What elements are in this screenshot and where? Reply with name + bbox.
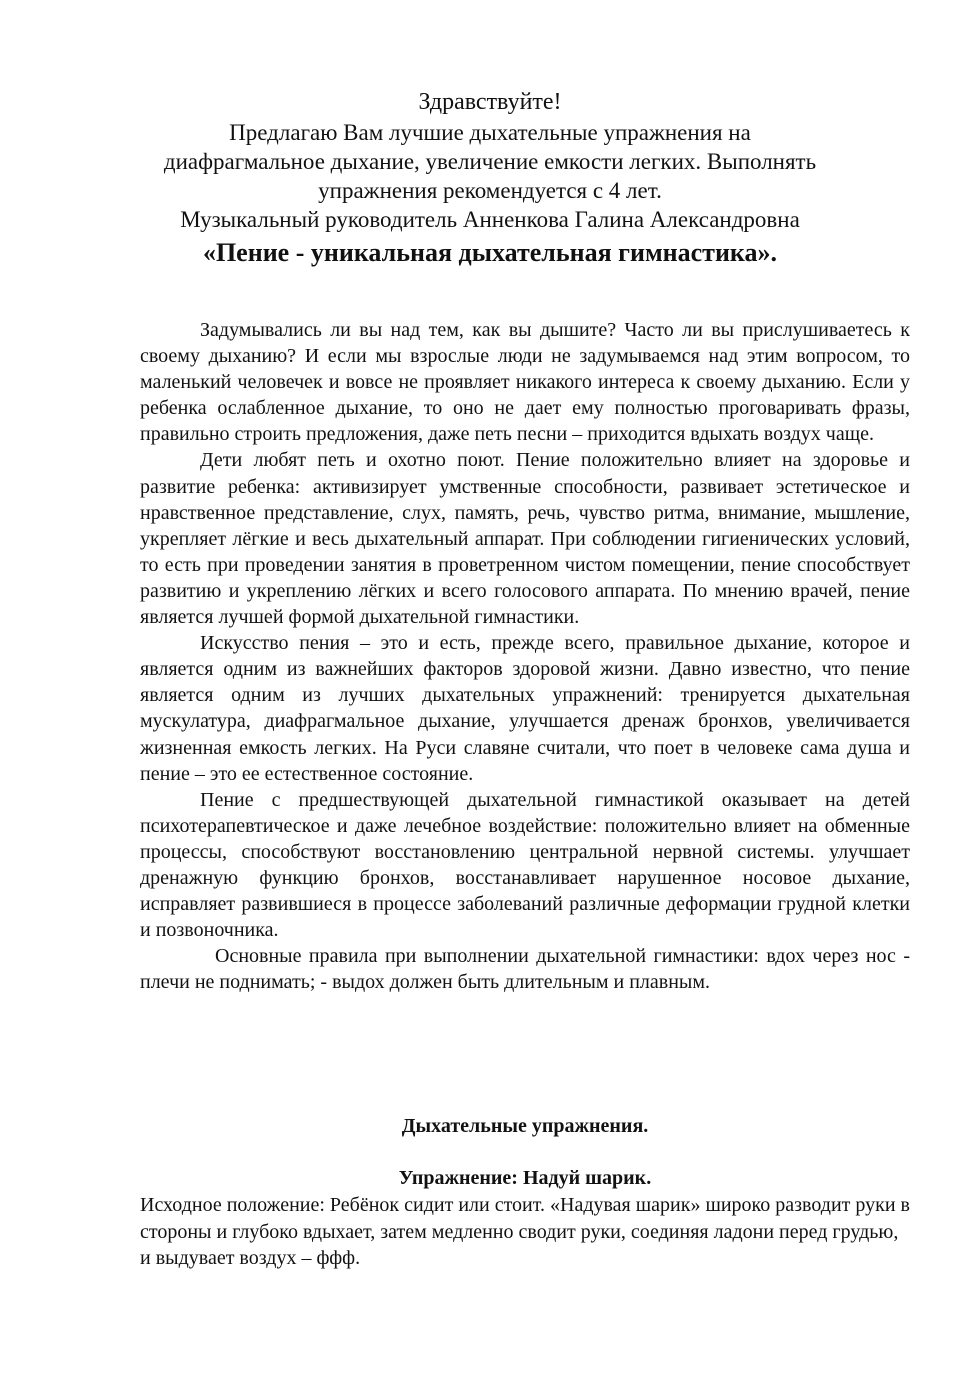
intro-line-3: упражнения рекомендуется с 4 лет. [318, 178, 662, 203]
greeting: Здравствуйте! [418, 89, 562, 115]
paragraph-art-of-singing: Искусство пения – это и есть, прежде всего, правильное дыхание, которое и является одним из важнейших факторов здоровой жизни. Давно известно, что пение является одним из лучших дыхательных упражнений: тренируется дыхательная мускулатура, диафрагмальное дыхание, улучшается дренаж бронхов, увеличивается жизненная емкость легких. На Руси славяне считали, что поет в человеке сама душа и пение – это ее естественное состояние. [140, 632, 910, 785]
exercise-description: Исходное положение: Ребёнок сидит или стоит. «Надувая шарик» широко разводит руки в стороны и глубоко вдыхает, затем медленно сводит руки, соединяя ладони перед грудью, и выдувает воздух – ффф. [140, 1194, 910, 1269]
paragraph-singing-benefits: Дети любят петь и охотно поют. Пение положительно влияет на здоровье и развитие ребенка: активизирует умственные способности, развивает эстетическое и нравственное представление, слух, память, речь, чувство ритма, внимание, мышление, укрепляет лёгкие и весь дыхательный аппарат. При соблюдении гигиенических условий, то есть при проведении занятия в проветренном чистом помещении, пение способствует развитию и укреплению лёгких и всего голосового аппарата. По мнению врачей, пение является лучшей формой дыхательной гимнастики. [140, 449, 910, 629]
page-title: «Пение - уникальная дыхательная гимнастика». [202, 238, 778, 267]
author-line: Музыкальный руководитель Анненкова Галина Александровна [180, 207, 800, 232]
article-body [140, 317, 910, 995]
paragraph-basic-rules: Основные правила при выполнении дыхательной гимнастики: вдох через нос - плечи не поднимать; - выдох должен быть длительным и плавным. [140, 945, 910, 994]
intro-line-2: диафрагмальное дыхание, увеличение емкости легких. Выполнять [163, 149, 817, 174]
document-header [0, 86, 980, 272]
exercise-title: Упражнение: Надуй шарик. [398, 1167, 652, 1189]
exercise-block [140, 1192, 910, 1272]
paragraph-therapeutic-effect: Пение с предшествующей дыхательной гимнастикой оказывает на детей психотерапевтическое и даже лечебное воздействие: положительно влияет на обменные процессы, способствуют восстановлению центральной нервной системы. улучшает дренажную функцию бронхов, восстанавливает нарушенное носовое дыхание, исправляет развившиеся в процессе заболеваний различные деформации грудной клетки и позвоночника. [140, 788, 910, 942]
paragraph-breathing-awareness: Задумывались ли вы над тем, как вы дышите? Часто ли вы прислушиваетесь к своему дыханию? И если мы взрослые люди не задумываемся над этим вопросом, то маленький человечек и вовсе не проявляет никакого интереса к своему дыханию. Если у ребенка ослабленное дыхание, то оно не дает ему полностью проговаривать фразы, правильно строить предложения, даже петь песни – приходится вдыхать воздух чаще. [140, 319, 910, 446]
intro-line-1: Предлагаю Вам лучшие дыхательные упражнения на [229, 120, 751, 145]
section-heading-exercises: Дыхательные упражнения. [401, 1115, 649, 1137]
